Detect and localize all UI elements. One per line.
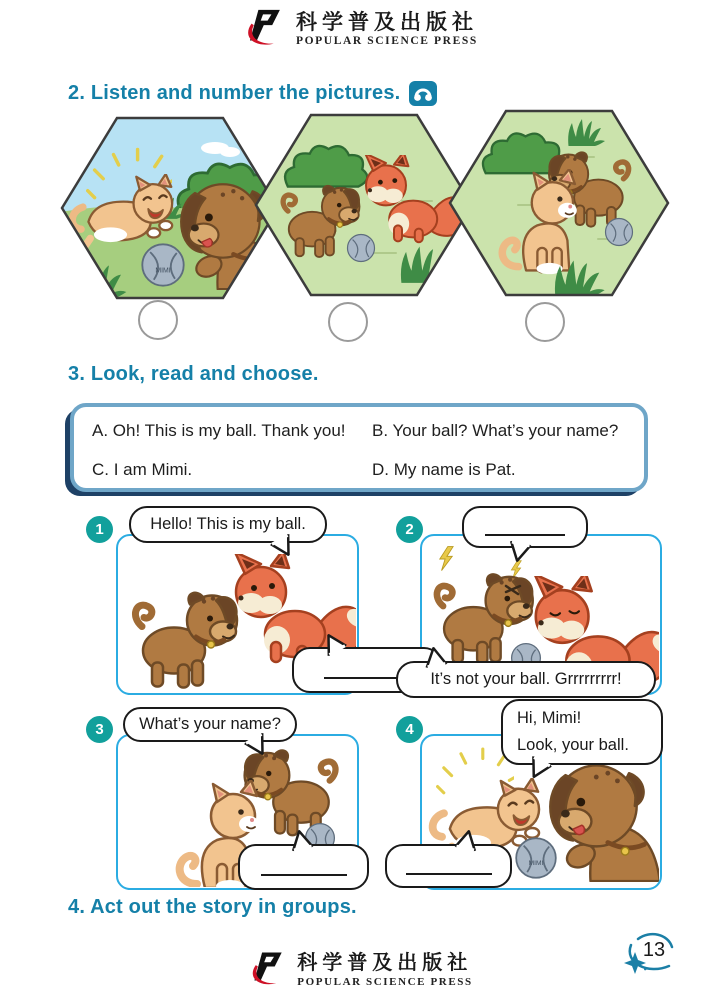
page-number: 13 bbox=[642, 939, 666, 961]
panel-4-top-bubble-line1: Hi, Mimi! bbox=[517, 709, 582, 727]
panel-3-top-bubble bbox=[123, 707, 297, 742]
ball-illustration bbox=[142, 244, 183, 285]
option-d: D. My name is Pat. bbox=[372, 460, 516, 479]
header-publisher bbox=[240, 8, 478, 50]
options-box bbox=[70, 403, 648, 492]
page-number-decoration bbox=[622, 928, 684, 978]
panel-4-answer-blank[interactable] bbox=[406, 857, 492, 875]
ball-illustration bbox=[516, 838, 556, 878]
dog-illustration bbox=[550, 765, 659, 881]
bubble-tail bbox=[452, 828, 482, 853]
panel-3-number: 3 bbox=[95, 721, 104, 738]
panel-3-number-badge bbox=[86, 716, 113, 743]
picture-3-hexagon bbox=[448, 109, 670, 297]
panel-3-answer-blank[interactable] bbox=[261, 858, 347, 876]
option-a: A. Oh! This is my ball. Thank you! bbox=[92, 421, 346, 440]
panel-1-top-bubble bbox=[129, 506, 327, 543]
activity-4-title-text: 4. Act out the story in groups. bbox=[68, 896, 357, 918]
activity-4-title bbox=[68, 896, 357, 919]
panel-4-bottom-bubble bbox=[385, 844, 512, 888]
anger-bolt-icon bbox=[440, 547, 453, 571]
panel-2-number-badge bbox=[396, 516, 423, 543]
panel-4-top-bubble bbox=[501, 699, 663, 765]
publisher-name-cn: 科学普及出版社 bbox=[296, 10, 478, 34]
option-b: B. Your ball? What’s your name? bbox=[372, 421, 619, 440]
panel-4-number-badge bbox=[396, 716, 423, 743]
publisher-name-cn: 科学普及出版社 bbox=[297, 952, 473, 974]
panel-2-top-bubble bbox=[462, 506, 588, 548]
headphones-icon bbox=[408, 80, 438, 107]
answer-circle-2[interactable] bbox=[328, 302, 368, 342]
picture-2-hexagon bbox=[254, 113, 474, 297]
panel-2-bottom-bubble bbox=[396, 661, 656, 698]
bubble-tail bbox=[286, 828, 316, 853]
panel-1-number: 1 bbox=[95, 521, 104, 538]
ball-illustration bbox=[606, 219, 633, 246]
activity-3-title-text: 3. Look, read and choose. bbox=[68, 363, 319, 385]
panel-1-number-badge bbox=[86, 516, 113, 543]
activity-2-title bbox=[68, 80, 438, 107]
panel-1-top-bubble-text: Hello! This is my ball. bbox=[150, 515, 306, 533]
picture-1-hexagon bbox=[60, 116, 280, 300]
publisher-logo-icon bbox=[240, 8, 286, 50]
publisher-name-en: POPULAR SCIENCE PRESS bbox=[297, 976, 473, 988]
footer-publisher bbox=[245, 950, 472, 990]
option-c: C. I am Mimi. bbox=[92, 460, 193, 479]
activity-3-title bbox=[68, 363, 319, 386]
answer-circle-3[interactable] bbox=[525, 302, 565, 342]
panel-4-number: 4 bbox=[405, 721, 414, 738]
panel-2-answer-blank[interactable] bbox=[485, 518, 565, 536]
panel-4-top-bubble-line2: Look, your ball. bbox=[517, 736, 629, 754]
bubble-tail bbox=[420, 645, 449, 669]
ball-illustration bbox=[348, 235, 375, 262]
panel-2-bottom-bubble-text: It’s not your ball. Grrrrrrrrr! bbox=[430, 670, 622, 688]
panel-2-number: 2 bbox=[405, 521, 414, 538]
panel-3-top-bubble-text: What’s your name? bbox=[139, 715, 281, 733]
panel-3-bottom-bubble bbox=[238, 844, 369, 890]
activity-2-title-text: 2. Listen and number the pictures. bbox=[68, 82, 401, 104]
publisher-name-en: POPULAR SCIENCE PRESS bbox=[296, 35, 478, 47]
publisher-logo-icon bbox=[245, 950, 287, 990]
dog-illustration bbox=[135, 593, 237, 688]
answer-circle-1[interactable] bbox=[138, 300, 178, 340]
